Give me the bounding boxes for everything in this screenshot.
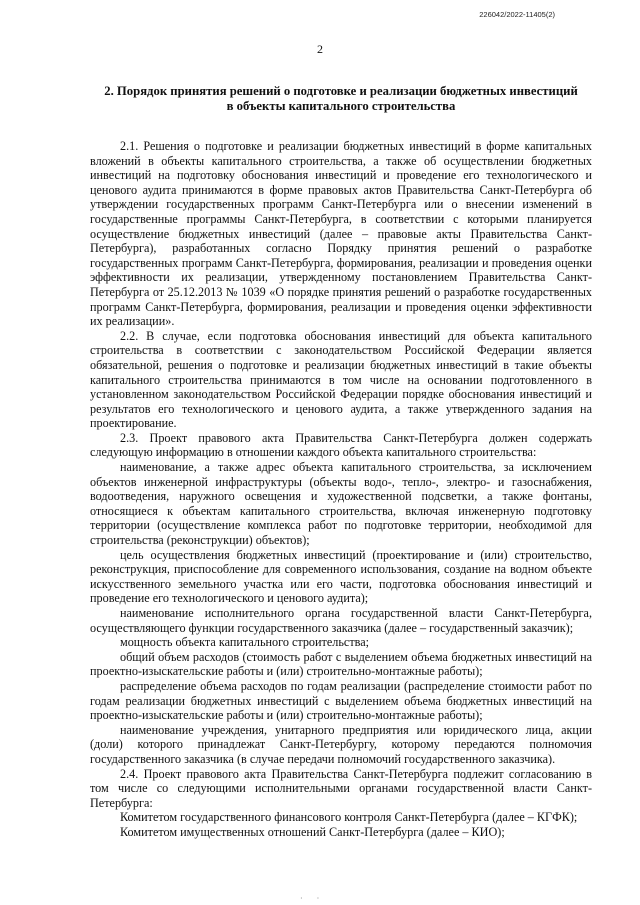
paragraph-2-3: 2.3. Проект правового акта Правительства Санкт-Петербурга должен содержать следующую информацию в отношении каждого объекта капитального строительства:	[90, 430, 592, 460]
list-item-kgfk: Комитетом государственного финансового контроля Санкт-Петербурга (далее – КГФК);	[120, 810, 578, 825]
list-item-name-address: наименование, а также адрес объекта капитального строительства, за исключением объектов инженерной инфраструктуры (объекты водо-, тепло-, электро- и газоснабжения, водоотведения, наружного освещения и художественной подсветки, а также фонтаны, относящиеся к объектам капитального строительства, включая инженерную подготовку территории (осуществление комплекса работ по подготовке территории, необходимой для строительства (реконструкции) объектов);	[90, 460, 592, 548]
list-item-total-expenses: общий объем расходов (стоимость работ с выделением объема бюджетных инвестиций на проектно-изыскательские работы и (или) строительно-монтажные работы);	[90, 649, 592, 679]
paragraph-2-4: 2.4. Проект правового акта Правительства Санкт-Петербурга подлежит согласованию в том числе со следующими исполнительными органами государственной власти Санкт-Петербурга:	[90, 766, 592, 810]
document-body	[90, 84, 592, 840]
paragraph-2-1: 2.1. Решения о подготовке и реализации бюджетных инвестиций в форме капитальных вложений в объекты капитального строительства, а также об осуществлении бюджетных инвестиций на подготовку обоснования инвестиций и проведение его технологического и ценового аудита принимаются в форме правовых актов Правительства Санкт-Петербурга об утверждении государственных программ Санкт-Петербурга или о внесении изменений в государственные программы Санкт-Петербурга, в соответствии с которыми планируется осуществление бюджетных инвестиций (далее – правовые акты Правительства Санкт-Петербурга), разработанных согласно Порядку принятия решений о разработке государственных программ Санкт-Петербурга, формирования, реализации и проведения оценки эффективности их реализации, утвержденному постановлением Правительства Санкт-Петербурга от 25.12.2013 № 1039 «О порядке принятия решений о разработке государственных программ Санкт-Петербурга, формирования, реализации и проведения оценки эффективности их реализации».	[90, 139, 592, 329]
list-item-investment-goal: цель осуществления бюджетных инвестиций (проектирование и (или) строительство, реконструкция, приспособление для современного использования, создание на водном объекте искусственного земельного участка или его части, подготовка обоснования инвестиций и проведение его технологического и ценового аудита);	[90, 547, 592, 606]
page-number: 2	[317, 42, 323, 56]
section-heading-line-2: в объекты капитального строительства	[226, 99, 456, 113]
list-item-executive-body: наименование исполнительного органа государственной власти Санкт-Петербурга, осуществляющего функции государственного заказчика (далее – государственный заказчик);	[90, 606, 592, 635]
list-item-kio: Комитетом имущественных отношений Санкт-Петербурга (далее – КИО);	[120, 824, 505, 839]
list-item-institution: наименование учреждения, унитарного предприятия или юридического лица, акции (доли) которого принадлежат Санкт-Петербургу, которому передаются полномочия государственного заказчика (в случае передачи полномочий государственного заказчика).	[90, 722, 592, 766]
scan-artifact: · ·	[300, 894, 326, 903]
section-heading-line-1: 2. Порядок принятия решений о подготовке и реализации бюджетных инвестиций	[104, 84, 578, 98]
paragraph-2-2: 2.2. В случае, если подготовка обоснования инвестиций для объекта капитального строительства в соответствии с законодательством Российской Федерации является обязательной, решения о подготовке и реализации бюджетных инвестиций в такие объекты капитального строительства принимаются в том числе на основании подготовленного в установленном законодательством Российской Федерации порядке обоснования инвестиций и результатов его технологического и ценового аудита, а также утвержденного задания на проектирование.	[90, 328, 592, 431]
list-item-expense-distribution: распределение объема расходов по годам реализации (распределение стоимости работ по годам реализации бюджетных инвестиций с выделением объема бюджетных инвестиций на проектно-изыскательские работы и (или) строительно-монтажные работы);	[90, 678, 592, 723]
section-heading	[90, 84, 592, 114]
document-id: 226042/2022-11405(2)	[479, 10, 555, 19]
list-item-capacity: мощность объекта капитального строительства;	[120, 635, 370, 650]
